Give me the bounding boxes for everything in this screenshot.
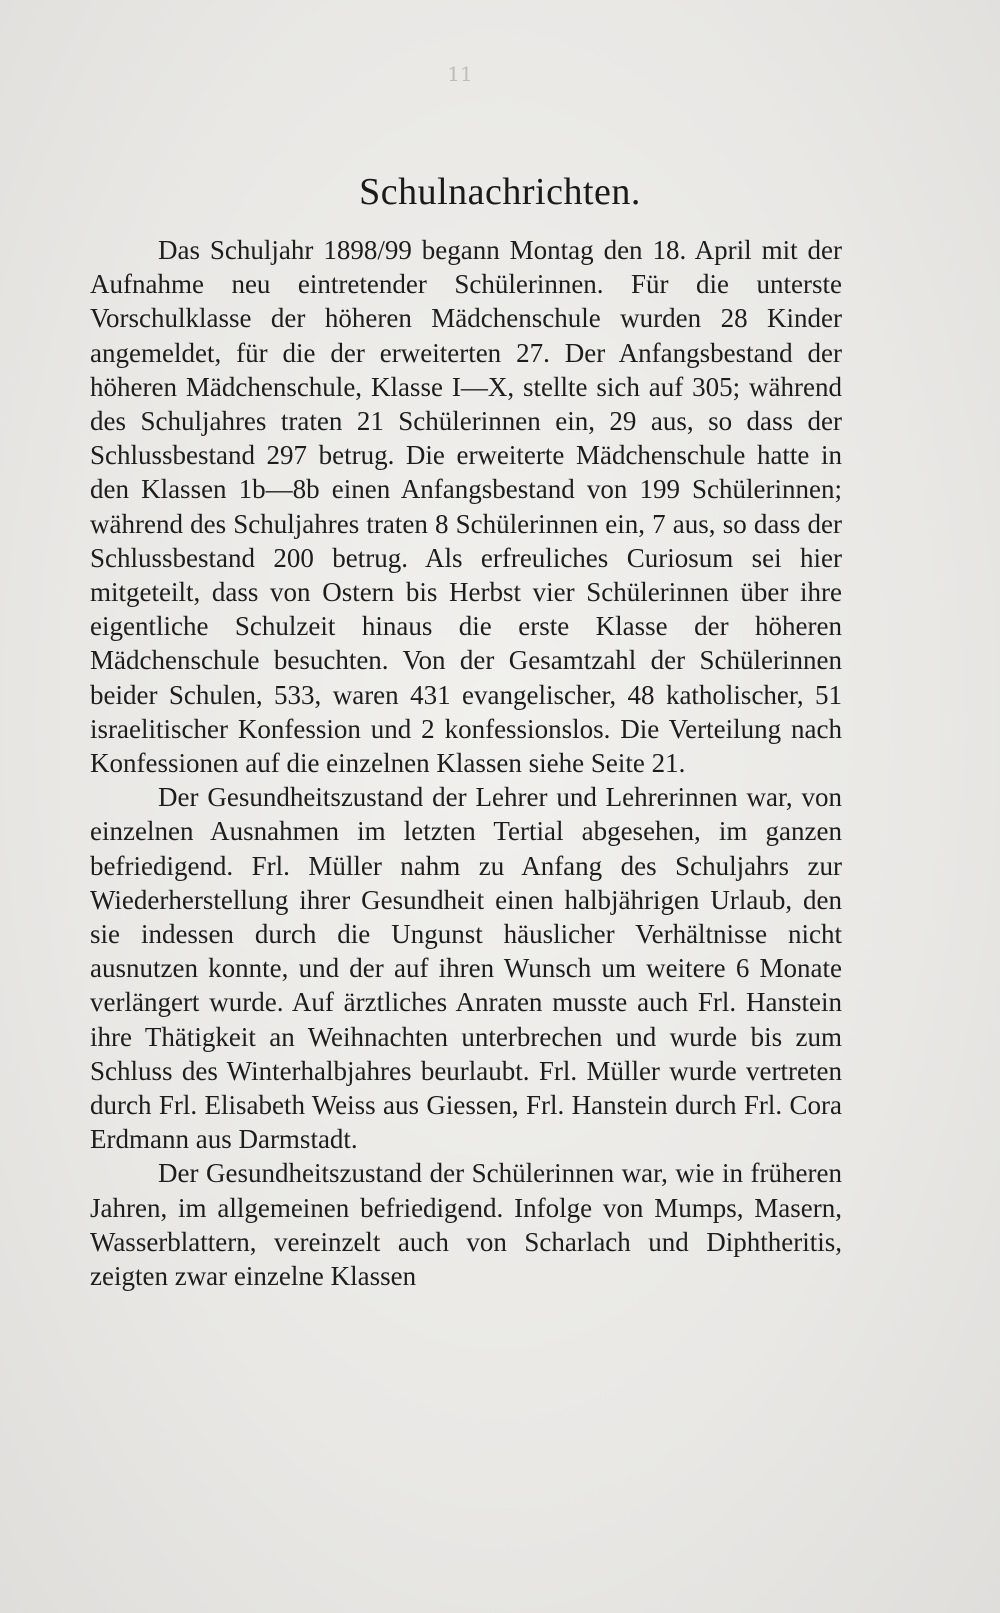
page-number: 11 bbox=[447, 62, 473, 86]
paragraph-student-health: Der Gesundheitszustand der Schülerinnen war, wie in früheren Jahren, im allgemeinen befriedigend. Infolge von Mumps, Masern, Wasserblattern, vereinzelt auch von Scharlach und Diphtheritis, zeigten zwar einzelne Klassen bbox=[90, 1158, 842, 1292]
body-text bbox=[90, 233, 842, 1293]
paragraph-enrollment: Das Schuljahr 1898/99 begann Montag den 18. April mit der Aufnahme neu eintretender Schülerinnen. Für die unterste Vorschulklasse der höheren Mädchenschule wurden 28 Kinder angemeldet, für die der erweiterten 27. Der Anfangsbestand der höheren Mädchenschule, Klasse I—X, stellte sich auf 305; während des Schuljahres traten 21 Schülerinnen ein, 29 aus, so dass der Schlussbestand 297 betrug. Die erweiterte Mädchenschule hatte in den Klassen 1b—8b einen Anfangsbestand von 199 Schülerinnen; während des Schuljahres traten 8 Schülerinnen ein, 7 aus, so dass der Schlussbestand 200 betrug. Als erfreuliches Curiosum sei hier mitgeteilt, dass von Ostern bis Herbst vier Schülerinnen über ihre eigentliche Schulzeit hinaus die erste Klasse der höheren Mädchenschule besuchten. Von der Gesamtzahl der Schülerinnen beider Schulen, 533, waren 431 evangelischer, 48 katholischer, 51 israelitischer Konfession und 2 konfessionslos. Die Verteilung nach Konfessionen auf die einzelnen Klassen siehe Seite 21. bbox=[90, 235, 842, 779]
paragraph-teacher-health: Der Gesundheitszustand der Lehrer und Lehrerinnen war, von einzelnen Ausnahmen im letzten Tertial abgesehen, im ganzen befriedigend. Frl. Müller nahm zu Anfang des Schuljahrs zur Wiederherstellung ihrer Gesundheit einen halbjährigen Urlaub, den sie indessen durch die Ungunst häuslicher Verhältnisse nicht ausnutzen konnte, und der auf ihren Wunsch um weitere 6 Monate verlängert wurde. Auf ärztliches Anraten musste auch Frl. Hanstein ihre Thätigkeit an Weihnachten unterbrechen und wurde bis zum Schluss des Winterhalbjahres beurlaubt. Frl. Müller wurde vertreten durch Frl. Elisabeth Weiss aus Giessen, Frl. Hanstein durch Frl. Cora Erdmann aus Darmstadt. bbox=[90, 782, 842, 1155]
section-title: Schulnachrichten. bbox=[359, 171, 641, 213]
